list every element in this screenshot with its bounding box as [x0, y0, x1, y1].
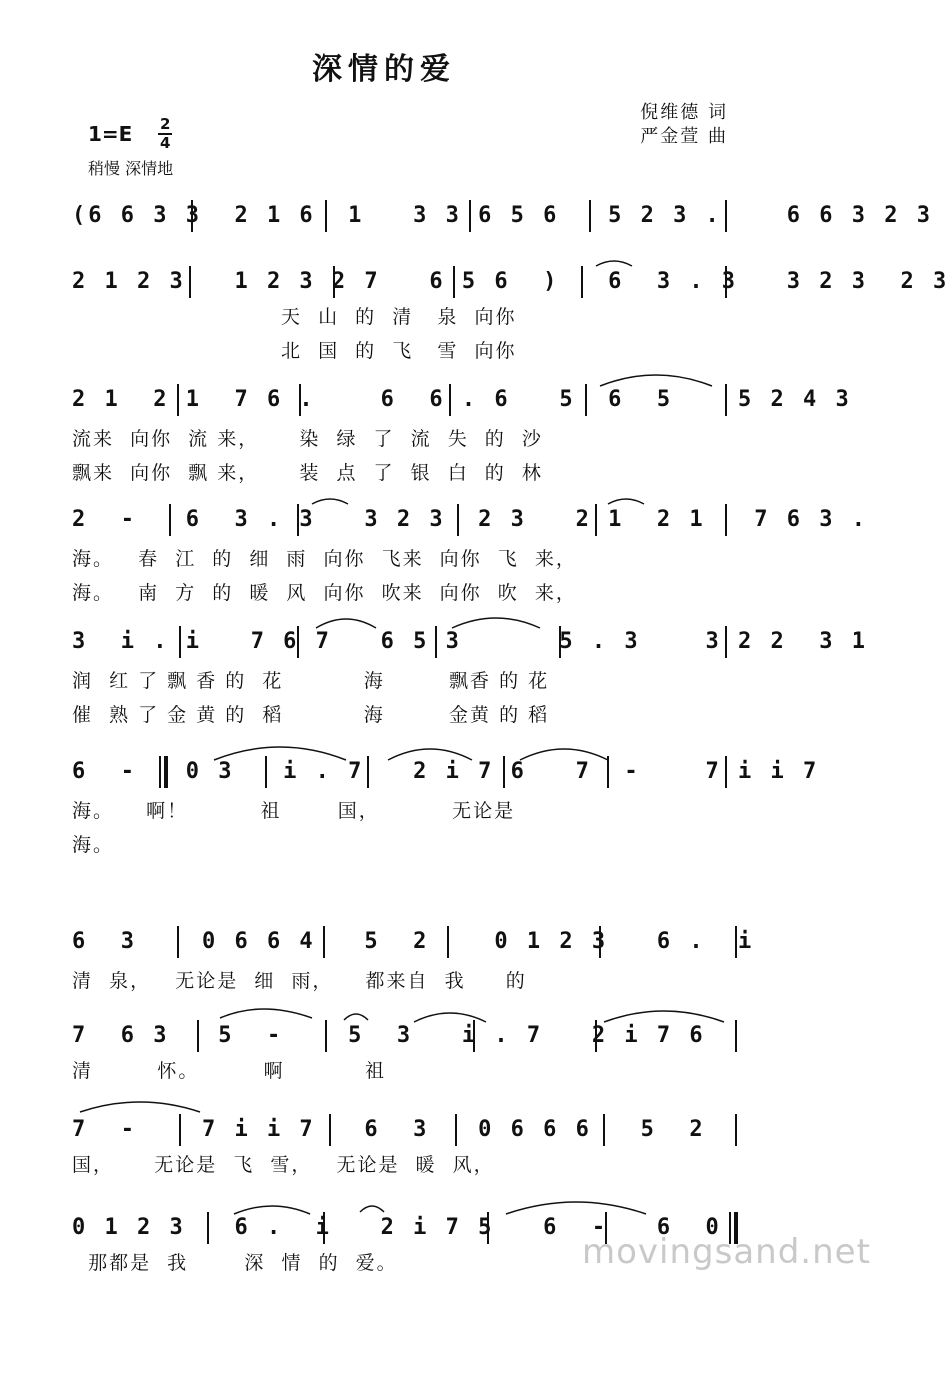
time-denominator: 4 — [160, 134, 171, 152]
time-signature — [158, 116, 172, 152]
lyric-line: 那都是 我 深 情 的 爱。 — [72, 1252, 398, 1274]
notation-line: 3 i . i 7 6 7 6 5 3 5 . 3 3 2 2 3 1 — [72, 629, 869, 654]
notation-line: 7 6 3 5 - 5 3 i . 7 2 i 7 6 — [72, 1023, 706, 1048]
lyric-line: 清 泉， 无论是 细 雨， 都来自 我 的 — [72, 970, 527, 992]
lyric-verse-2: 海。 南 方 的 暖 风 向你 吹来 向你 吹 来， — [72, 582, 577, 604]
watermark: movingsand.net — [582, 1232, 871, 1272]
notation-line: 6 - 0 3 i . 7 2 i 7 6 7 - 7 i i 7 — [72, 759, 820, 784]
lyric-line: 国， 无论是 飞 雪， 无论是 暖 风， — [72, 1154, 495, 1176]
lyric-line: 清 怀。 啊 祖 — [72, 1060, 387, 1082]
lyric-verse-1: 流来 向你 流 来， 染 绿 了 流 失 的 沙 — [72, 428, 543, 450]
notation-line: 7 - 7 i i 7 6 3 0 6 6 6 5 2 — [72, 1117, 706, 1142]
composer-credit: 严金萱 曲 — [640, 126, 728, 147]
lyricist-credit: 倪维德 词 — [640, 102, 728, 123]
key-signature: 1=E — [88, 122, 133, 146]
notation-line: 0 1 2 3 6 . i 2 i 7 5 6 - 6 0 — [72, 1215, 722, 1240]
lyric-verse-1: 润 红 了 飘 香 的 花 海 飘香 的 花 — [72, 670, 550, 692]
lyric-verse-1: 海。 春 江 的 细 雨 向你 飞来 向你 飞 来， — [72, 548, 577, 570]
tempo-marking: 稍慢 深情地 — [88, 159, 174, 178]
lyric-verse-2: 北 国 的 飞 雪 向你 — [72, 340, 517, 362]
notation-line: (6 6 3 3 2 1 6 1 3 3 6 5 6 5 2 3 . 6 6 3 2 3 — [72, 203, 933, 228]
lyric-verse-2: 海。 — [72, 834, 115, 856]
lyric-verse-1: 天 山 的 清 泉 向你 — [72, 306, 517, 328]
lyric-verse-2: 飘来 向你 飘 来， 装 点 了 银 白 的 林 — [72, 462, 543, 484]
time-numerator: 2 — [160, 115, 171, 133]
lyric-verse-2: 催 熟 了 金 黄 的 稻 海 金黄 的 稻 — [72, 704, 550, 726]
notation-line: 6 3 0 6 6 4 5 2 0 1 2 3 6 . i — [72, 929, 755, 954]
notation-line: 2 - 6 3 . 3 3 2 3 2 3 2 1 2 1 7 6 3 . — [72, 507, 869, 532]
lyric-verse-1: 海。 啊！ 祖 国， 无论是 — [72, 800, 516, 822]
song-title: 深情的爱 — [312, 52, 456, 87]
notation-line: 2 1 2 1 7 6 . 6 6 . 6 5 6 5 5 2 4 3 — [72, 387, 852, 412]
notation-line: 2 1 2 3 1 2 3 2 7 6 5 6 ) 6 3 . 3 3 2 3 2 3 — [72, 269, 949, 294]
